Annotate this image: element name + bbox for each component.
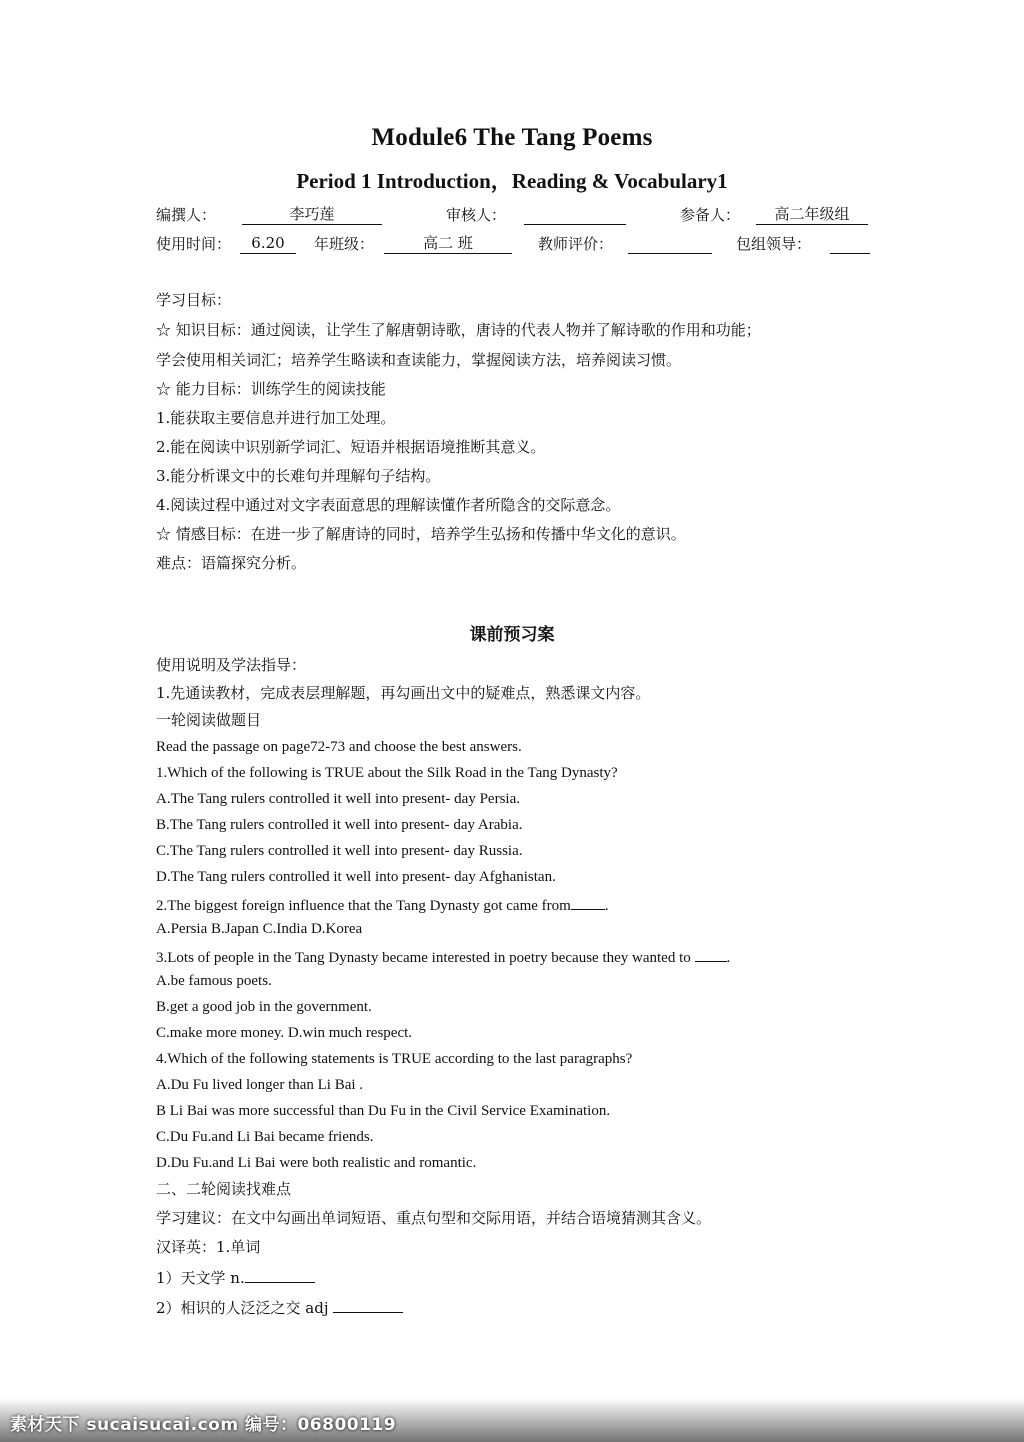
answer-blank[interactable] [333,1296,403,1313]
watermark-bar [0,1398,1024,1442]
question-2-options: A.Persia B.Japan C.India D.Korea [156,921,363,937]
question-1-option-a: A.The Tang rulers controlled it well into present- day Persia. [156,791,520,807]
ability-item-3: 3.能分析课文中的长难句并理解句子结构。 [156,467,441,485]
answer-blank[interactable] [245,1266,315,1283]
question-3: 3.Lots of people in the Tang Dynasty became interested in poetry because they wanted to [156,950,691,966]
knowledge-objective-line-2: 学会使用相关词汇；培养学生略读和查读能力，掌握阅读方法，培养阅读习惯。 [156,351,682,369]
vocab-item-2-text: 2）相识的人泛泛之交 adj [156,1299,329,1317]
question-2-line: 2.The biggest foreign influence that the Tang Dynasty got came from . [156,893,609,916]
watermark-text: 素材天下 sucaisucai.com 编号：06800119 [10,1415,397,1435]
teacher-eval-blank [628,233,712,254]
instruction-1: 1.先通读教材，完成表层理解题，再勾画出文中的疑难点，熟悉课文内容。 [156,684,651,702]
class-value: 高二 班 [384,233,512,254]
document-title: Module6 The Tang Poems [371,124,653,151]
question-4-option-c: C.Du Fu.and Li Bai became friends. [156,1129,374,1145]
question-4: 4.Which of the following statements is TRUE according to the last paragraphs? [156,1051,633,1067]
objectives-heading: 学习目标： [156,291,232,309]
instructions-label: 使用说明及学法指导： [156,656,307,674]
ability-item-4: 4.阅读过程中通过对文字表面意思的理解读懂作者所隐含的交际意念。 [156,496,621,514]
reviewer-label: 审核人： [446,206,507,224]
question-1-option-d: D.The Tang rulers controlled it well into present- day Afghanistan. [156,869,556,885]
meta-row-authors [156,204,871,230]
editor-label: 编撰人： [156,206,217,224]
time-value: 6.20 [240,233,296,254]
document-subtitle: Period 1 Introduction，Reading & Vocabulary1 [296,169,728,193]
vocab-item-2 [156,1296,403,1318]
question-4-option-b: B Li Bai was more successful than Du Fu in the Civil Service Examination. [156,1103,611,1119]
question-3-option-b: B.get a good job in the government. [156,999,372,1015]
question-4-option-a: A.Du Fu lived longer than Li Bai . [156,1077,364,1093]
question-2: 2.The biggest foreign influence that the Tang Dynasty got came from [156,898,571,914]
question-1: 1.Which of the following is TRUE about the Silk Road in the Tang Dynasty? [156,765,618,781]
question-3-option-a: A.be famous poets. [156,973,272,989]
group-leader-blank [830,233,870,254]
time-label: 使用时间： [156,235,232,253]
preparer-value: 高二年级组 [756,204,868,225]
ability-item-2: 2.能在阅读中识别新学词汇、短语并根据语境推断其意义。 [156,438,546,456]
study-advice: 学习建议：在文中勾画出单词短语、重点句型和交际用语，并结合语境猜测其含义。 [156,1209,712,1227]
emotion-objective: ☆ 情感目标：在进一步了解唐诗的同时，培养学生弘扬和传播中华文化的意识。 [156,525,686,543]
vocab-item-1-text: 1）天文学 n. [156,1269,245,1287]
editor-value: 李巧莲 [242,204,382,225]
preview-heading: 课前预习案 [469,625,555,645]
question-1-option-c: C.The Tang rulers controlled it well into present- day Russia. [156,843,523,859]
group-leader-label: 包组领导： [736,235,812,253]
question-3-line: 3.Lots of people in the Tang Dynasty became interested in poetry because they wanted to . [156,945,730,968]
ability-objective: ☆ 能力目标：训练学生的阅读技能 [156,380,386,398]
round1-label: 一轮阅读做题目 [156,711,262,729]
vocab-item-1 [156,1266,315,1288]
question-4-option-d: D.Du Fu.and Li Bai were both realistic and romantic. [156,1155,477,1171]
question-1-option-b: B.The Tang rulers controlled it well into present- day Arabia. [156,817,523,833]
translate-label: 汉译英：1.单词 [156,1238,261,1256]
knowledge-objective-line-1: ☆ 知识目标：通过阅读，让学生了解唐朝诗歌，唐诗的代表人物并了解诗歌的作用和功能； [156,321,761,339]
ability-item-1: 1.能获取主要信息并进行加工处理。 [156,409,396,427]
teacher-eval-label: 教师评价： [538,235,614,253]
answer-blank[interactable] [571,893,605,910]
question-3-option-cd: C.make more money. D.win much respect. [156,1025,413,1041]
preparer-label: 参备人： [680,206,741,224]
reviewer-blank [524,204,626,225]
reading-task: Read the passage on page72-73 and choose the best answers. [156,739,522,755]
class-label: 年班级： [314,235,375,253]
meta-row-usage [156,233,871,259]
answer-blank[interactable] [695,945,727,962]
round2-label: 二、二轮阅读找难点 [156,1180,292,1198]
difficulty-note: 难点：语篇探究分析。 [156,554,307,572]
